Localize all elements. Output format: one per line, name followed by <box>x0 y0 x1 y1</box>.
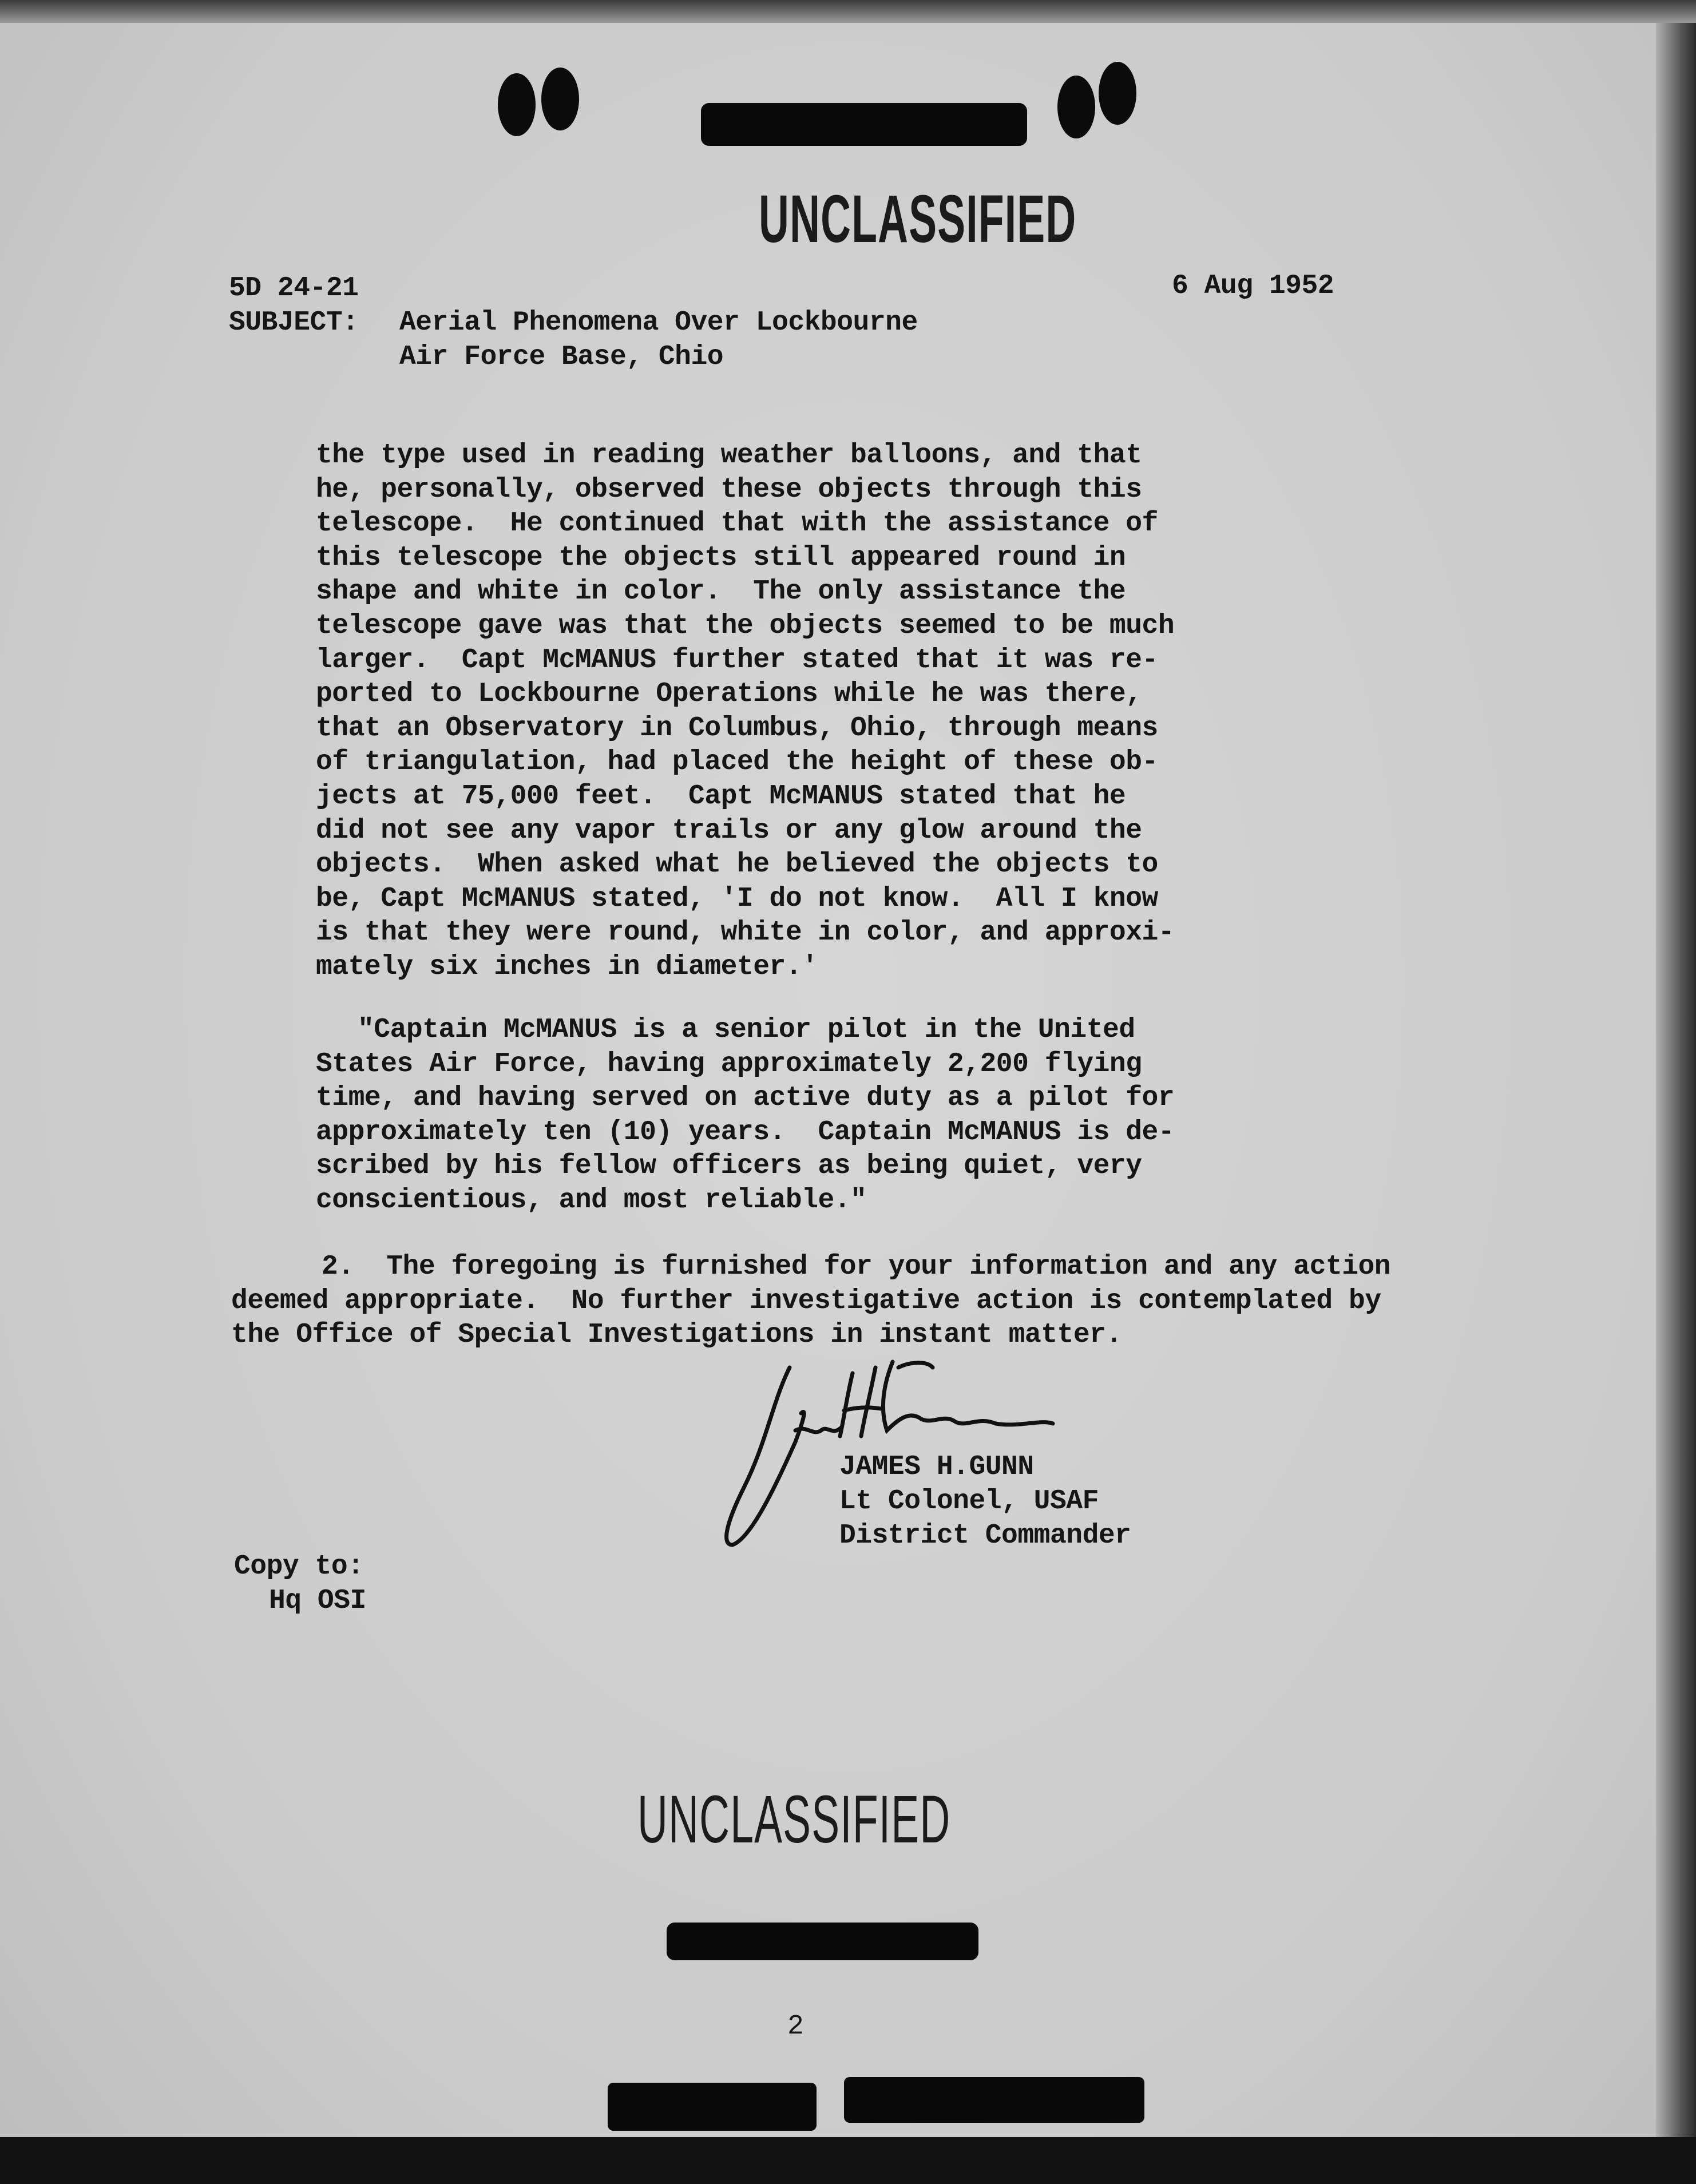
text-line: mately six inches in diameter.' <box>316 952 818 982</box>
text-line: scribed by his fellow officers as being quiet, very <box>316 1151 1142 1182</box>
text-line: telescope. He continued that with the assistance of <box>316 508 1158 540</box>
document-date: 6 Aug 1952 <box>1172 271 1334 302</box>
file-number: 5D 24-21 <box>229 273 359 304</box>
scan-bottom-edge <box>0 2137 1696 2184</box>
text-line: telescope gave was that the objects seemed to be much <box>316 611 1175 641</box>
text-line: he, personally, observed these objects through this <box>316 474 1142 505</box>
redacted-security-marking <box>844 2077 1144 2123</box>
copy-to-recipient: Hq OSI <box>269 1586 366 1616</box>
punch-hole <box>1099 62 1136 125</box>
text-line: shape and white in color. The only assistance the <box>316 576 1126 608</box>
text-line: deemed appropriate. No further investigative action is contemplated by <box>231 1285 1381 1317</box>
text-line: 2. The foregoing is furnished for your information and any action <box>322 1251 1391 1282</box>
copy-to-label: Copy to: <box>234 1551 364 1582</box>
scan-right-edge <box>1656 23 1696 2140</box>
text-line: States Air Force, having approximately 2,200 flying <box>316 1048 1142 1080</box>
punch-hole <box>1057 76 1095 138</box>
punch-hole <box>498 73 536 136</box>
text-line: objects. When asked what he believed the objects to <box>316 849 1158 881</box>
redacted-classification-top <box>701 103 1027 146</box>
subject-line: Aerial Phenomena Over Lockbourne <box>399 307 918 338</box>
text-line: of triangulation, had placed the height of these ob- <box>316 747 1158 778</box>
signatory-rank: Lt Colonel, USAF <box>839 1486 1099 1517</box>
redacted-security-marking <box>608 2083 817 2131</box>
signatory-name: JAMES H.GUNN <box>839 1452 1034 1483</box>
text-line: the type used in reading weather balloons, and that <box>316 440 1142 471</box>
text-line: that an Observatory in Columbus, Ohio, through means <box>316 712 1158 744</box>
classification-stamp-top: UNCLASSIFIED <box>759 181 1077 257</box>
text-line: larger. Capt McMANUS further stated that it was re- <box>316 644 1158 676</box>
text-line: time, and having served on active duty as a pilot for <box>316 1083 1175 1114</box>
text-line: "Captain McMANUS is a senior pilot in the United <box>358 1014 1135 1045</box>
text-line: approximately ten (10) years. Captain McMANUS is de- <box>316 1116 1175 1148</box>
redacted-classification-bottom <box>667 1923 978 1960</box>
classification-stamp-bottom: UNCLASSIFIED <box>637 1782 951 1857</box>
text-line: the Office of Special Investigations in instant matter. <box>231 1319 1122 1351</box>
text-line: conscientious, and most reliable." <box>316 1185 867 1216</box>
text-line: did not see any vapor trails or any glow around the <box>316 815 1142 846</box>
subject-line: Air Force Base, Chio <box>399 342 724 372</box>
text-line: is that they were round, white in color, and approxi- <box>316 917 1175 949</box>
scan-top-edge <box>0 0 1696 23</box>
subject-label: SUBJECT: <box>229 307 359 338</box>
text-line: be, Capt McMANUS stated, 'I do not know. All I know <box>316 883 1158 914</box>
signatory-title: District Commander <box>839 1520 1131 1551</box>
page-number: 2 <box>787 2011 804 2042</box>
text-line: jects at 75,000 feet. Capt McMANUS stated that he <box>316 781 1126 812</box>
text-line: this telescope the objects still appeared round in <box>316 542 1126 573</box>
text-line: ported to Lockbourne Operations while he was there, <box>316 679 1142 710</box>
punch-hole <box>541 68 579 130</box>
